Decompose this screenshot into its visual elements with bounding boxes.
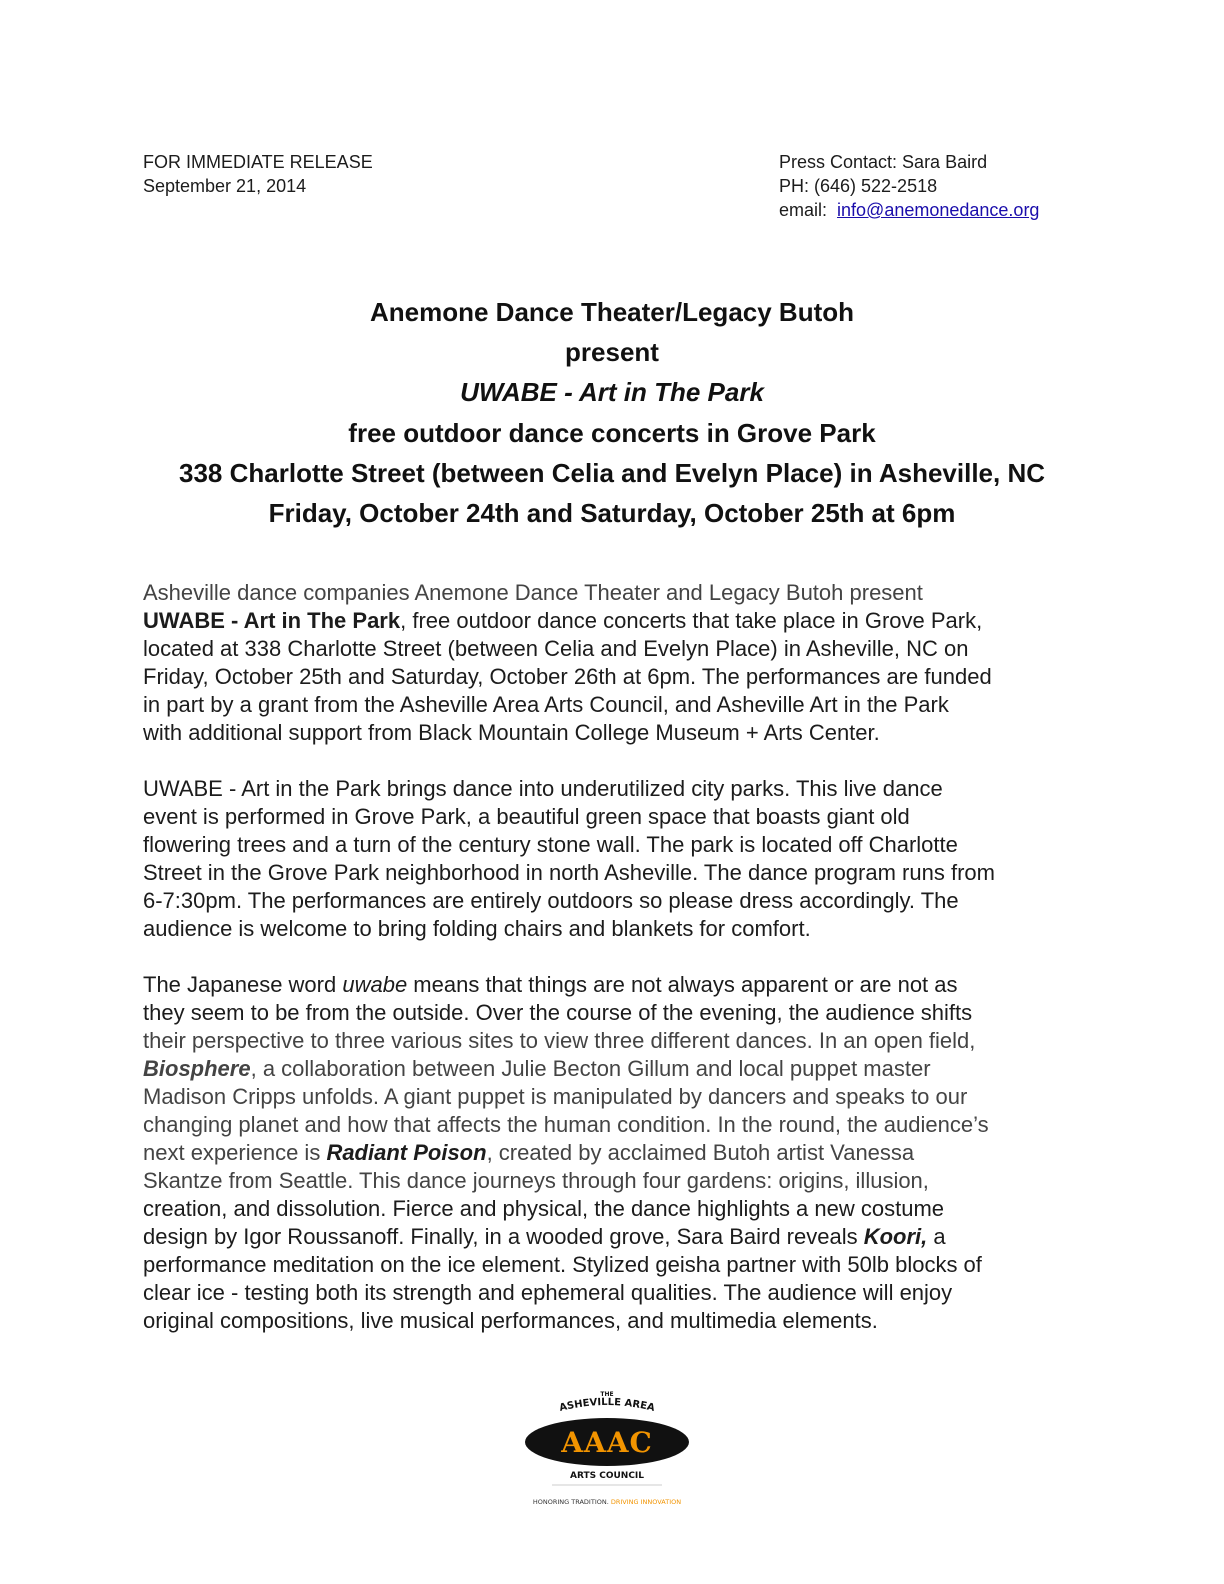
title-presenters: Anemone Dance Theater/Legacy Butoh: [370, 297, 854, 327]
logo-tagline: HONORING TRADITION. DRIVING INNOVATION: [532, 1498, 682, 1506]
email-link[interactable]: info@anemonedance.org: [837, 200, 1040, 220]
text-line: next experience is Radiant Poison, created by acclaimed Butoh artist Vanessa: [143, 1140, 915, 1165]
text-line: clear ice - testing both its strength and ephemeral qualities. The audience will enjoy: [143, 1280, 953, 1305]
release-header: [143, 150, 373, 198]
text-line: Biosphere, a collaboration between Julie Becton Gillum and local puppet master: [143, 1056, 931, 1081]
word-uwabe: uwabe: [342, 972, 408, 997]
text-line: located at 338 Charlotte Street (between Celia and Evelyn Place) in Asheville, NC on: [143, 636, 969, 661]
logo-arc-text: ASHEVILLE AREA: [558, 1396, 656, 1414]
asheville-arts-council-logo: [512, 1388, 702, 1510]
title-present: present: [565, 337, 659, 368]
press-contact: Press Contact: Sara Baird: [779, 152, 988, 172]
text-line: Asheville dance companies Anemone Dance Theater and Legacy Butoh present: [143, 580, 923, 605]
paragraph-3: [143, 971, 1083, 1335]
title-block: [0, 292, 1224, 533]
dance-title-biosphere: Biosphere: [143, 1056, 251, 1081]
text-line: changing planet and how that affects the human condition. In the round, the audience’s: [143, 1112, 989, 1137]
title-dates: Friday, October 24th and Saturday, October 25th at 6pm: [268, 498, 956, 529]
dance-title-koori: Koori,: [863, 1224, 928, 1249]
email-label: email:: [779, 200, 828, 220]
text-line: Street in the Grove Park neighborhood in north Asheville. The dance program runs from: [143, 860, 995, 885]
text-line: event is performed in Grove Park, a beautiful green space that boasts giant old: [143, 804, 910, 829]
text-line: The Japanese word uwabe means that things are not always apparent or are not as: [143, 972, 958, 997]
text-line: original compositions, live musical performances, and multimedia elements.: [143, 1308, 878, 1333]
text-line: creation, and dissolution. Fierce and physical, the dance highlights a new costume: [143, 1196, 945, 1221]
text-line: Friday, October 25th and Saturday, October 26th at 6pm. The performances are funded: [143, 664, 992, 689]
release-date: September 21, 2014: [143, 176, 307, 196]
text-line: with additional support from Black Mountain College Museum + Arts Center.: [143, 720, 880, 745]
text-line: Madison Cripps unfolds. A giant puppet is manipulated by dancers and speaks to our: [143, 1084, 968, 1109]
body-text: [143, 579, 1083, 1363]
logo-graphic: [512, 1388, 702, 1510]
phone-number: PH: (646) 522-2518: [779, 176, 938, 196]
text-line: flowering trees and a turn of the century stone wall. The park is located off Charlotte: [143, 832, 958, 857]
title-description: free outdoor dance concerts in Grove Park: [348, 417, 876, 448]
paragraph-2: [143, 775, 1083, 943]
title-event: UWABE - Art in The Park: [460, 377, 764, 408]
paragraph-1: [143, 579, 1083, 747]
release-label: FOR IMMEDIATE RELEASE: [143, 152, 373, 172]
text-line: performance meditation on the ice element. Stylized geisha partner with 50lb blocks of: [143, 1252, 982, 1277]
title-address: 338 Charlotte Street (between Celia and Evelyn Place) in Asheville, NC: [179, 457, 1045, 488]
email-line: [779, 198, 1039, 222]
logo-letters: AAAC: [561, 1426, 653, 1459]
logo-the: THE: [600, 1391, 614, 1398]
text-line: UWABE - Art in The Park, free outdoor dance concerts that take place in Grove Park,: [143, 608, 983, 633]
text-line: design by Igor Roussanoff. Finally, in a wooded grove, Sara Baird reveals Koori, a: [143, 1224, 946, 1249]
press-contact-block: [779, 150, 1039, 222]
text-line: Skantze from Seattle. This dance journeys through four gardens: origins, illusion,: [143, 1168, 929, 1193]
text-line: 6-7:30pm. The performances are entirely outdoors so please dress accordingly. The: [143, 888, 959, 913]
text-line: their perspective to three various sites to view three different dances. In an open field,: [143, 1028, 976, 1053]
event-name: UWABE - Art in The Park: [143, 608, 401, 633]
text-line: in part by a grant from the Asheville Area Arts Council, and Asheville Art in the Park: [143, 692, 949, 717]
text-line: audience is welcome to bring folding chairs and blankets for comfort.: [143, 916, 811, 941]
text-line: UWABE - Art in the Park brings dance into underutilized city parks. This live dance: [143, 776, 943, 801]
logo-arts-council: ARTS COUNCIL: [569, 1471, 645, 1481]
text-line: they seem to be from the outside. Over the course of the evening, the audience shifts: [143, 1000, 973, 1025]
dance-title-radiant-poison: Radiant Poison: [326, 1140, 487, 1165]
